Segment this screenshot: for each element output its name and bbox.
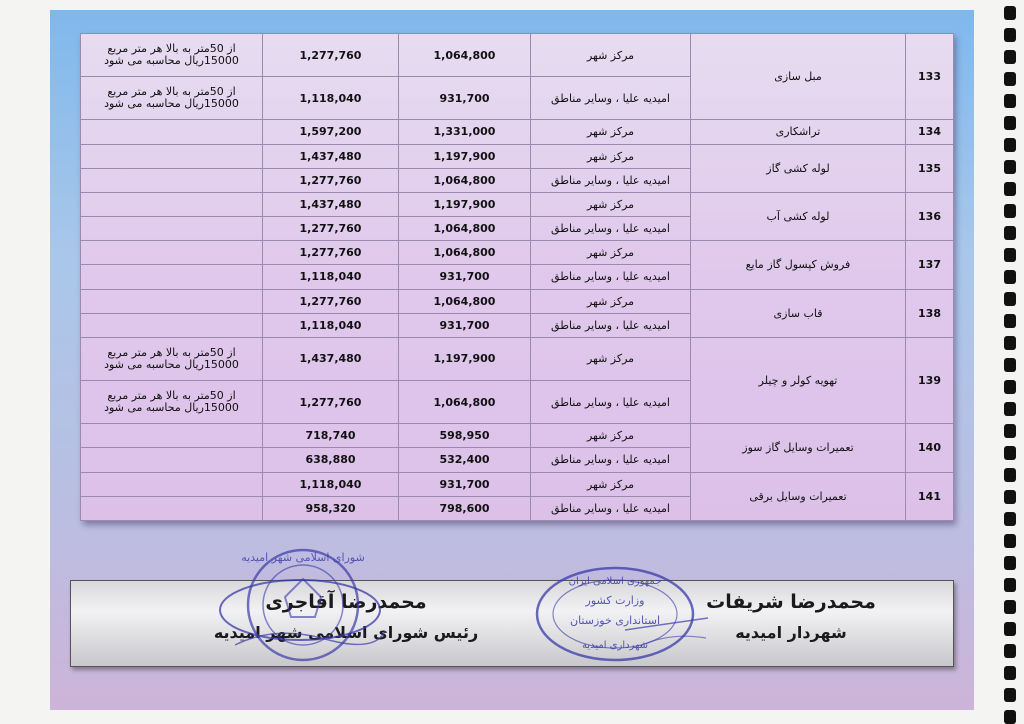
- binding-hole: [1004, 424, 1016, 438]
- binding-hole: [1004, 622, 1016, 636]
- note-cell: [81, 217, 263, 241]
- note-cell: [81, 448, 263, 472]
- rate-column-1-cell: 598,950: [399, 424, 531, 448]
- rate-column-1-cell: 931,700: [399, 265, 531, 289]
- rate-column-1-cell: 931,700: [399, 313, 531, 337]
- council-seal-text: شورای اسلامی شهر امیدیه: [241, 551, 365, 564]
- rate-column-1-cell: 1,064,800: [399, 168, 531, 192]
- row-number-cell: 134: [906, 120, 954, 144]
- rate-column-1-cell: 1,064,800: [399, 241, 531, 265]
- note-cell: [81, 34, 263, 77]
- binding-hole: [1004, 578, 1016, 592]
- rate-column-1-cell: 1,197,900: [399, 144, 531, 168]
- note-cell: [81, 144, 263, 168]
- rate-column-2-cell: 1,437,480: [263, 337, 399, 380]
- zone-cell: مرکز شهر: [531, 34, 691, 77]
- seal-emblem-icon: [285, 579, 321, 617]
- binding-hole: [1004, 226, 1016, 240]
- binding-hole: [1004, 72, 1016, 86]
- binding-hole: [1004, 468, 1016, 482]
- zone-cell: امیدیه علیا ، وسایر مناطق: [531, 168, 691, 192]
- activity-cell: مبل سازی: [691, 34, 906, 120]
- binding-hole: [1004, 50, 1016, 64]
- binding-hole: [1004, 446, 1016, 460]
- spiral-binding: [1004, 0, 1018, 724]
- note-line: 15000ریال محاسبه می شود: [104, 401, 239, 415]
- rate-column-2-cell: 1,277,760: [263, 168, 399, 192]
- note-cell: [81, 192, 263, 216]
- rate-column-1-cell: 1,064,800: [399, 217, 531, 241]
- rate-column-1-cell: 1,197,900: [399, 337, 531, 380]
- activity-cell: تهویه کولر و چیلر: [691, 337, 906, 423]
- activity-cell: تراشکاری: [691, 120, 906, 144]
- seal-text-line3: استانداری خوزستان: [569, 614, 661, 627]
- mayor-title: شهردار امیدیه: [735, 623, 847, 642]
- table-row: [81, 241, 954, 265]
- row-number-cell: 137: [906, 241, 954, 289]
- zone-cell: مرکز شهر: [531, 144, 691, 168]
- zone-cell: امیدیه علیا ، وسایر مناطق: [531, 381, 691, 424]
- binding-hole: [1004, 204, 1016, 218]
- note-cell: [81, 496, 263, 520]
- council-seal-stamp: [215, 535, 390, 670]
- rate-column-2-cell: 1,277,760: [263, 289, 399, 313]
- rate-column-2-cell: 1,277,760: [263, 241, 399, 265]
- rate-column-2-cell: 1,118,040: [263, 472, 399, 496]
- binding-hole: [1004, 270, 1016, 284]
- seal-text-line1: جمهوری اسلامی ایران: [568, 576, 662, 587]
- zone-cell: مرکز شهر: [531, 241, 691, 265]
- binding-hole: [1004, 380, 1016, 394]
- zone-cell: مرکز شهر: [531, 289, 691, 313]
- binding-hole: [1004, 688, 1016, 702]
- binding-hole: [1004, 292, 1016, 306]
- binding-hole: [1004, 314, 1016, 328]
- binding-hole: [1004, 402, 1016, 416]
- note-cell: [81, 472, 263, 496]
- row-number-cell: 138: [906, 289, 954, 337]
- zone-cell: امیدیه علیا ، وسایر مناطق: [531, 448, 691, 472]
- council-chair-title: رئیس شورای اسلامی شهر امیدیه: [213, 623, 479, 642]
- mayor-signature: [691, 591, 891, 642]
- activity-cell: لوله کشی آب: [691, 192, 906, 240]
- rate-column-1-cell: 532,400: [399, 448, 531, 472]
- table-row: [81, 34, 954, 77]
- row-number-cell: 136: [906, 192, 954, 240]
- rate-column-2-cell: 1,277,760: [263, 381, 399, 424]
- activity-cell: لوله کشی گاز: [691, 144, 906, 192]
- binding-hole: [1004, 534, 1016, 548]
- note-cell: [81, 120, 263, 144]
- seal-text-line2: وزارت کشور: [585, 594, 645, 607]
- binding-hole: [1004, 556, 1016, 570]
- rate-column-2-cell: 1,437,480: [263, 144, 399, 168]
- rate-column-2-cell: 1,277,760: [263, 34, 399, 77]
- zone-cell: امیدیه علیا ، وسایر مناطق: [531, 265, 691, 289]
- note-cell: [81, 381, 263, 424]
- binding-hole: [1004, 358, 1016, 372]
- activity-cell: تعمیرات وسایل برقی: [691, 472, 906, 520]
- rate-column-2-cell: 1,118,040: [263, 77, 399, 120]
- binding-hole: [1004, 666, 1016, 680]
- zone-cell: مرکز شهر: [531, 192, 691, 216]
- binding-hole: [1004, 512, 1016, 526]
- activity-cell: فروش کپسول گاز مایع: [691, 241, 906, 289]
- table-row: [81, 120, 954, 144]
- rate-column-2-cell: 638,880: [263, 448, 399, 472]
- binding-hole: [1004, 94, 1016, 108]
- table-row: [81, 192, 954, 216]
- table-row: [81, 472, 954, 496]
- table-row: [81, 424, 954, 448]
- rate-column-2-cell: 1,118,040: [263, 265, 399, 289]
- note-line: 15000ریال محاسبه می شود: [104, 54, 239, 68]
- zone-cell: امیدیه علیا ، وسایر مناطق: [531, 77, 691, 120]
- zone-cell: امیدیه علیا ، وسایر مناطق: [531, 217, 691, 241]
- rate-column-2-cell: 1,437,480: [263, 192, 399, 216]
- table-row: [81, 337, 954, 380]
- tariff-table: [80, 33, 954, 521]
- binding-hole: [1004, 336, 1016, 350]
- row-number-cell: 135: [906, 144, 954, 192]
- note-cell: [81, 289, 263, 313]
- note-line: از 50متر به بالا هر متر مربع: [107, 389, 236, 403]
- note-cell: [81, 337, 263, 380]
- rate-column-1-cell: 1,064,800: [399, 34, 531, 77]
- zone-cell: مرکز شهر: [531, 424, 691, 448]
- zone-cell: مرکز شهر: [531, 472, 691, 496]
- row-number-cell: 141: [906, 472, 954, 520]
- note-line: از 50متر به بالا هر متر مربع: [107, 345, 236, 359]
- binding-hole: [1004, 710, 1016, 724]
- table-row: [81, 289, 954, 313]
- rate-column-2-cell: 958,320: [263, 496, 399, 520]
- rate-column-1-cell: 798,600: [399, 496, 531, 520]
- seal-text-line4: شهرداری امیدیه: [581, 640, 649, 651]
- rate-column-2-cell: 1,597,200: [263, 120, 399, 144]
- note-cell: [81, 77, 263, 120]
- note-line: از 50متر به بالا هر متر مربع: [107, 42, 236, 56]
- note-cell: [81, 313, 263, 337]
- binding-hole: [1004, 6, 1016, 20]
- zone-cell: مرکز شهر: [531, 337, 691, 380]
- binding-hole: [1004, 600, 1016, 614]
- rate-column-1-cell: 1,197,900: [399, 192, 531, 216]
- note-cell: [81, 241, 263, 265]
- rate-column-2-cell: 718,740: [263, 424, 399, 448]
- rate-column-1-cell: 931,700: [399, 77, 531, 120]
- binding-hole: [1004, 28, 1016, 42]
- binding-hole: [1004, 160, 1016, 174]
- note-cell: [81, 424, 263, 448]
- rate-column-1-cell: 1,064,800: [399, 289, 531, 313]
- binding-hole: [1004, 644, 1016, 658]
- binding-hole: [1004, 248, 1016, 262]
- rate-column-1-cell: 1,064,800: [399, 381, 531, 424]
- activity-cell: قاب سازی: [691, 289, 906, 337]
- ministry-seal-stamp: [530, 562, 710, 674]
- row-number-cell: 133: [906, 34, 954, 120]
- zone-cell: امیدیه علیا ، وسایر مناطق: [531, 313, 691, 337]
- rate-column-1-cell: 1,331,000: [399, 120, 531, 144]
- row-number-cell: 140: [906, 424, 954, 472]
- signature-panel: [70, 580, 954, 667]
- binding-hole: [1004, 182, 1016, 196]
- rate-column-2-cell: 1,277,760: [263, 217, 399, 241]
- table-row: [81, 144, 954, 168]
- activity-cell: تعمیرات وسایل گاز سوز: [691, 424, 906, 472]
- rate-column-1-cell: 931,700: [399, 472, 531, 496]
- note-cell: [81, 168, 263, 192]
- binding-hole: [1004, 490, 1016, 504]
- council-chair-name: محمدرضا آقاجری: [265, 591, 427, 613]
- rate-column-2-cell: 1,118,040: [263, 313, 399, 337]
- binding-hole: [1004, 116, 1016, 130]
- zone-cell: مرکز شهر: [531, 120, 691, 144]
- note-line: 15000ریال محاسبه می شود: [104, 357, 239, 371]
- row-number-cell: 139: [906, 337, 954, 423]
- note-line: از 50متر به بالا هر متر مربع: [107, 85, 236, 99]
- mayor-name: محمدرضا شریفات: [706, 591, 876, 613]
- binding-hole: [1004, 138, 1016, 152]
- zone-cell: امیدیه علیا ، وسایر مناطق: [531, 496, 691, 520]
- note-cell: [81, 265, 263, 289]
- note-line: 15000ریال محاسبه می شود: [104, 97, 239, 111]
